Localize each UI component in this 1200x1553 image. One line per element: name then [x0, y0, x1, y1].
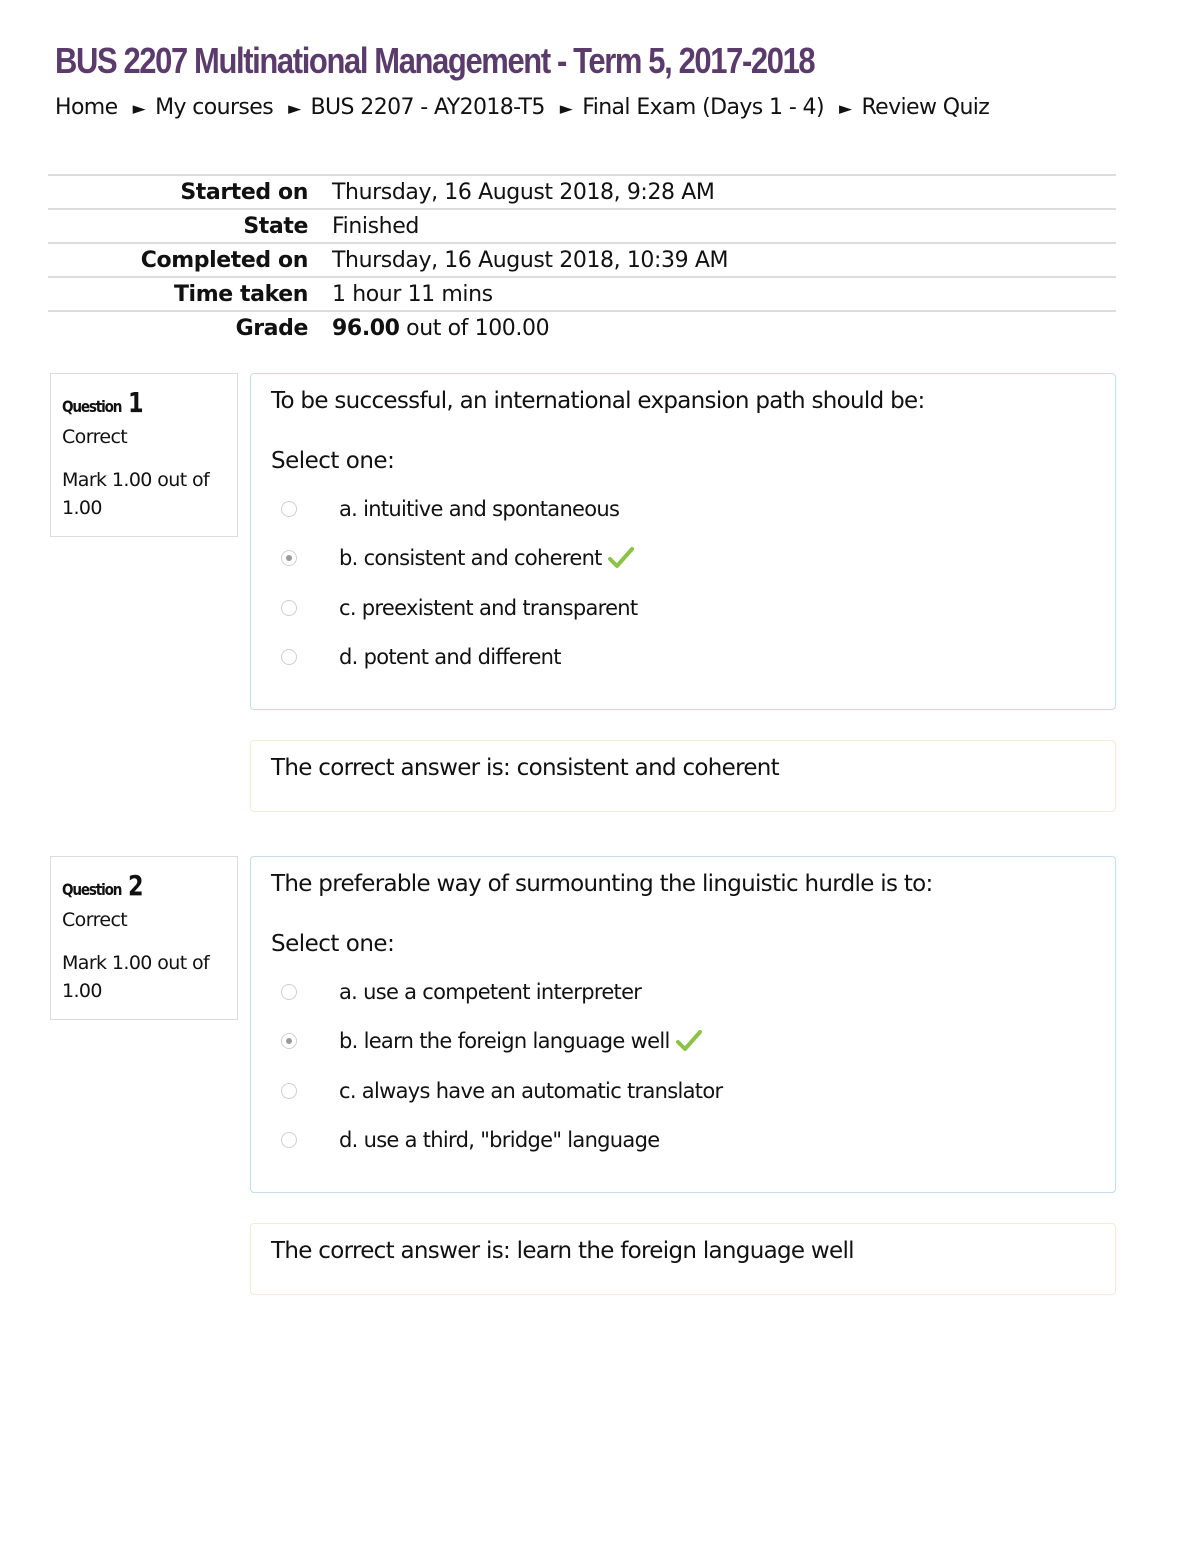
time-taken-value: 1 hour 11 mins: [332, 277, 1116, 311]
answer-label: a. intuitive and spontaneous: [339, 496, 620, 521]
answer-option-b[interactable]: [271, 534, 1095, 584]
answer-label: c. preexistent and transparent: [339, 595, 638, 620]
course-title: BUS 2207 Multinational Management - Term 5, 2017-2018: [55, 40, 815, 81]
question-number: [62, 386, 226, 419]
radio-icon[interactable]: [281, 501, 297, 517]
check-icon: [676, 1029, 702, 1053]
correct-answer-feedback-1: The correct answer is: consistent and coherent: [250, 740, 1116, 812]
answer-option-c[interactable]: [271, 583, 1095, 633]
triangle-right-icon: ►: [559, 99, 573, 119]
question-state: Correct: [62, 426, 128, 448]
answer-label: b. learn the foreign language well: [339, 1029, 670, 1054]
radio-icon[interactable]: [281, 984, 297, 1000]
radio-icon[interactable]: [281, 550, 297, 566]
breadcrumb-final-exam[interactable]: Final Exam (Days 1 - 4): [582, 95, 824, 120]
answer-option-d[interactable]: [271, 1116, 1095, 1166]
question-number-value: 1: [127, 386, 144, 419]
radio-icon[interactable]: [281, 600, 297, 616]
check-icon: [608, 546, 634, 570]
question-state: Correct: [62, 909, 128, 931]
started-on-value: Thursday, 16 August 2018, 9:28 AM: [332, 175, 1116, 209]
summary-row-time: [48, 277, 1116, 311]
answer-list: [271, 484, 1095, 682]
time-taken-label: Time taken: [48, 277, 332, 311]
breadcrumb-home[interactable]: Home: [55, 95, 118, 120]
radio-icon[interactable]: [281, 1033, 297, 1049]
question-mark: Mark 1.00 out of 1.00: [62, 469, 210, 519]
correct-answer-feedback-2: The correct answer is: learn the foreign language well: [250, 1223, 1116, 1295]
answer-option-a[interactable]: [271, 967, 1095, 1017]
radio-icon[interactable]: [281, 1083, 297, 1099]
attempt-summary-table: [48, 174, 1116, 344]
select-one-prompt: Select one:: [271, 448, 395, 474]
answer-option-d[interactable]: [271, 633, 1095, 683]
breadcrumb-course[interactable]: BUS 2207 - AY2018-T5: [310, 95, 545, 120]
answer-label: d. use a third, "bridge" language: [339, 1128, 660, 1153]
breadcrumb-my-courses[interactable]: My courses: [155, 95, 274, 120]
question-box-1: [250, 373, 1116, 710]
question-info-1: [50, 373, 238, 537]
state-label: State: [48, 209, 332, 243]
answer-option-b[interactable]: [271, 1017, 1095, 1067]
triangle-right-icon: ►: [132, 99, 146, 119]
summary-row-state: [48, 209, 1116, 243]
triangle-right-icon: ►: [288, 99, 301, 119]
radio-icon[interactable]: [281, 1132, 297, 1148]
summary-row-grade: [48, 311, 1116, 344]
question-number-value: 2: [127, 869, 144, 902]
select-one-prompt: Select one:: [271, 931, 395, 957]
answer-option-a[interactable]: [271, 484, 1095, 534]
summary-row-completed: [48, 243, 1116, 277]
completed-on-label: Completed on: [48, 243, 332, 277]
question-box-2: [250, 856, 1116, 1193]
question-mark: Mark 1.00 out of 1.00: [62, 952, 210, 1002]
completed-on-value: Thursday, 16 August 2018, 10:39 AM: [332, 243, 1116, 277]
question-text: The preferable way of surmounting the linguistic hurdle is to:: [271, 871, 933, 897]
started-on-label: Started on: [48, 175, 332, 209]
answer-label: b. consistent and coherent: [339, 546, 602, 571]
question-word: Question: [62, 880, 122, 899]
grade-score: 96.00: [332, 315, 400, 341]
summary-row-started: [48, 175, 1116, 209]
grade-out-of: out of 100.00: [399, 315, 550, 341]
breadcrumb: [55, 95, 989, 120]
answer-label: c. always have an automatic translator: [339, 1078, 723, 1103]
triangle-right-icon: ►: [838, 99, 852, 119]
question-word: Question: [62, 397, 122, 416]
breadcrumb-review-quiz: Review Quiz: [861, 95, 990, 120]
question-number: [62, 869, 226, 902]
grade-label: Grade: [235, 315, 308, 341]
question-info-2: [50, 856, 238, 1020]
answer-list: [271, 967, 1095, 1165]
grade-value: [332, 311, 1116, 344]
radio-icon[interactable]: [281, 649, 297, 665]
answer-option-c[interactable]: [271, 1066, 1095, 1116]
answer-label: a. use a competent interpreter: [339, 979, 642, 1004]
answer-label: d. potent and different: [339, 645, 561, 670]
state-value: Finished: [332, 209, 1116, 243]
question-text: To be successful, an international expansion path should be:: [271, 388, 925, 414]
